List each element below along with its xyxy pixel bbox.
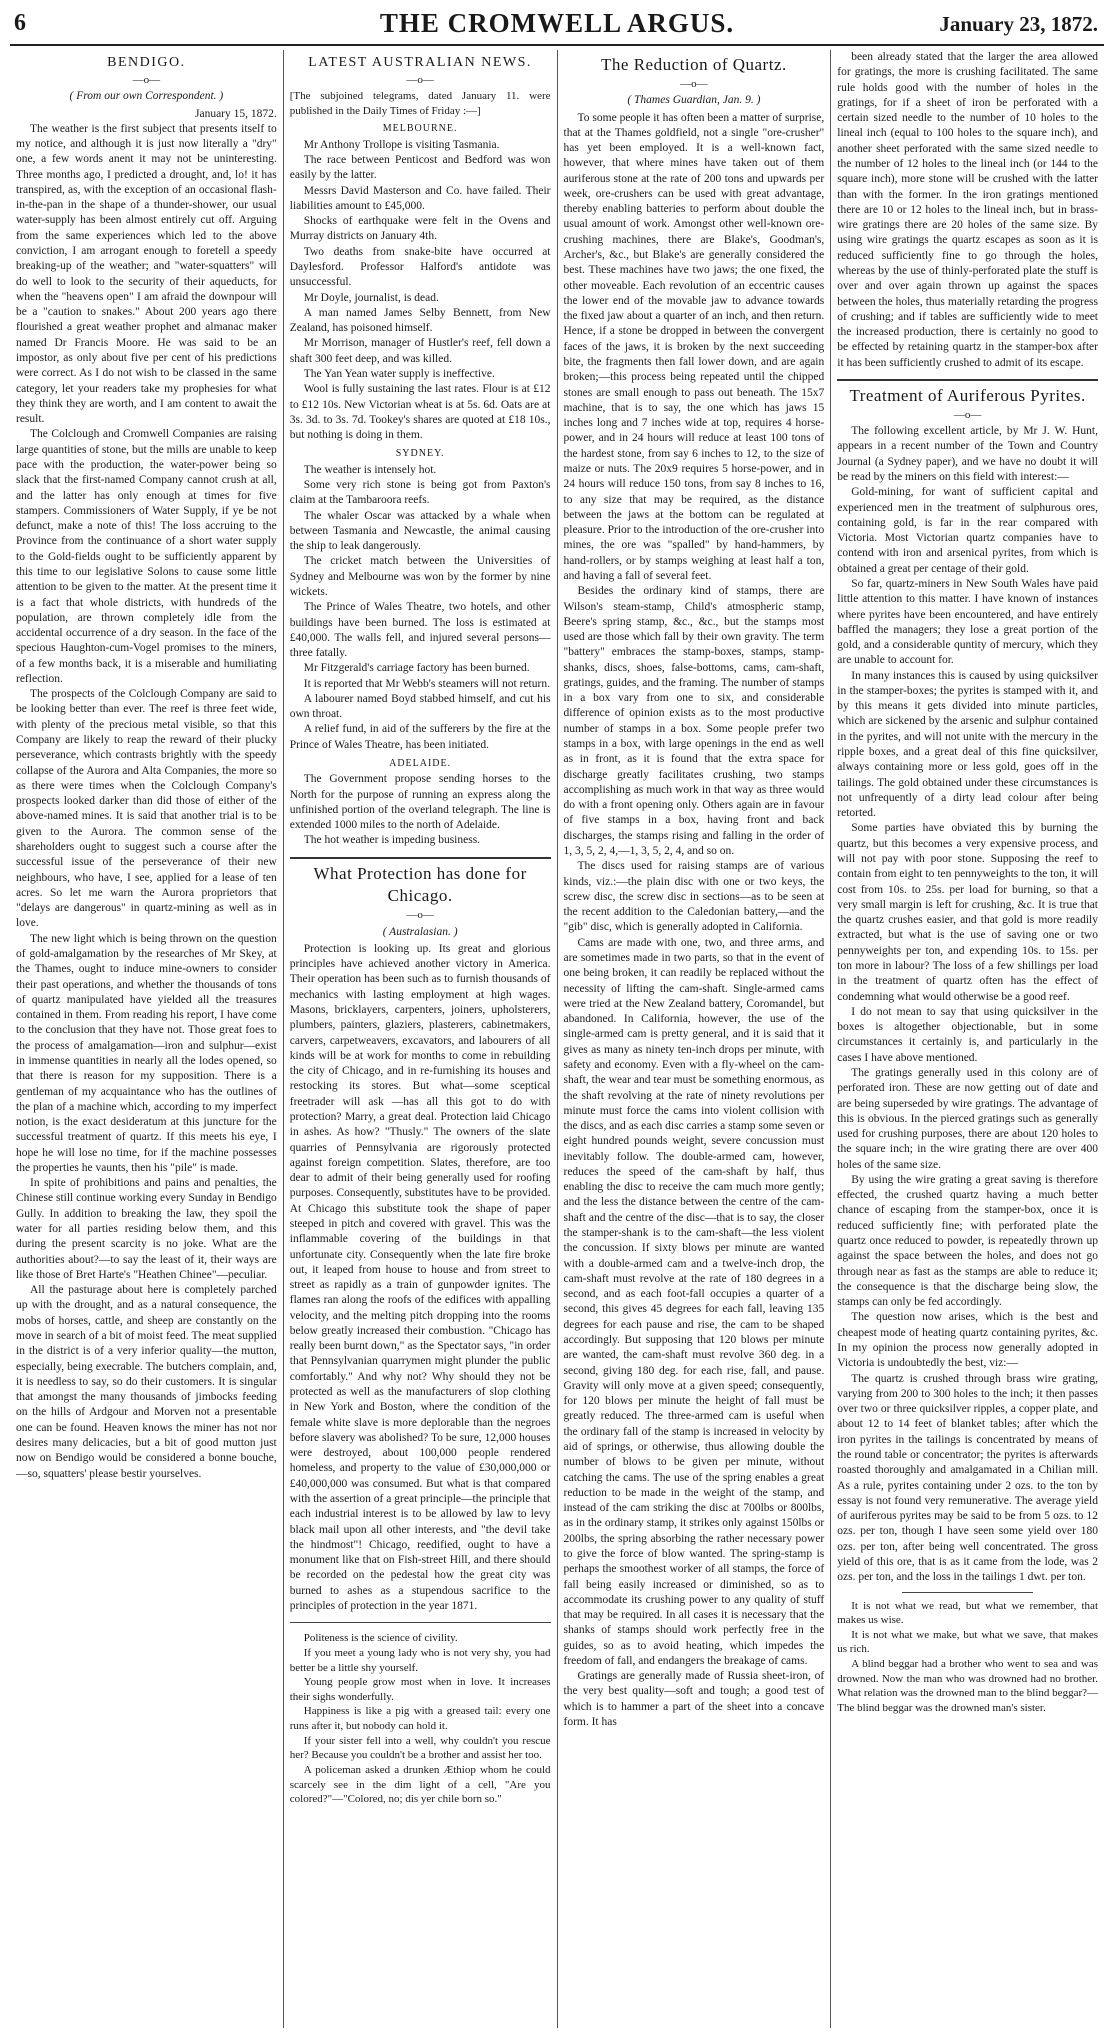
divider [290, 857, 551, 859]
divider [837, 379, 1098, 381]
paragraph: The discs used for raising stamps are of various kinds, viz.:—the plain disc with one or two keys, the screw disc, the screw disc in sections—as to be seen at the recent addition to the Caledonian battery,—and the "gib" disc, which is generally adopted in California. [563, 860, 825, 934]
news-item: Mr Doyle, journalist, is dead. [303, 291, 439, 304]
news-item: The hot weather is impeding business. [303, 834, 481, 847]
news-item: The weather is intensely hot. [303, 463, 437, 476]
separator: —o— [132, 73, 161, 86]
paragraph: Gratings are generally made of Russia sheet-iron, of the very best quality—soft and tough; a good test of which is to hammer a part of the sheet into a concave form. It has [563, 1670, 825, 1729]
paragraph: The Colclough and Cromwell Companies are raising large quantities of stone, but the mills are unable to keep pace with the production, the water-power being so slack that the first-named Company cannot crush at all, and the latter has only enough at times for five stampers. Commissioners of Water Supply, if ye be not defunct, make a note of this! The loss accruing to the Province from the continuance of a short water supply to the Gold-fields ought to be sufficiently apparent by this time to our legislative Solons to cause some little attention to be given to the matter. At the present time it is a fact that whole districts, with hundreds of the population, are thrown completely idle from the accidental occurrence of a dry season. In the face of the specious Haughton-cum-Vogel promises to the miners, of a few months back, it is a miserable and humiliating reflection. [16, 428, 277, 685]
article-body [290, 942, 551, 1614]
paragraph: The weather is the first subject that presents itself to my notice, and although it is just now literally a "dry" one, a few words anent it may not be uninteresting. Three months ago, I predicted a drought, and, lo! it has transpired, as, with the exception of an occasional flash-in-the-pan in the shape of a thunder-shower, our usual water-supply has been almost entirely cut off. Arguing from the same experiences which led to the above conviction, I am arrogant enough to foretell a speedy breaking-up of the weather; and "water-squatters" will do well to look to the security of their aqueducts, for when the "heavens open" I am afraid the downpour will be a "caution to snakes." About 200 years ago there flourished a great weather prophet and almanac maker named Dr Francis Moore. He was said to be an impostor, as only about five per cent of his predictions were correct. As I do not wish to be classed in the same category, let your readers take my prophesies for what they think they are worth, and I am content to await the result. [16, 122, 277, 426]
article-title-news: LATEST AUSTRALIAN NEWS. [308, 55, 532, 70]
news-item: Some very rich stone is being got from Paxton's claim at the Tambaroora reefs. [289, 478, 551, 507]
paragraph: The following excellent article, by Mr J. W. Hunt, appears in a recent number of the Town and Country Journal (a Sydney paper), and we have no doubt it will be read by the miners on this field with interest:— [837, 425, 1098, 483]
page-number: 6 [14, 10, 26, 36]
news-item: Messrs David Masterson and Co. have failed. Their liabilities amount to £45,000. [289, 184, 551, 212]
paragraph: In many instances this is caused by using quicksilver in the stamper-boxes; the pyrites is stamped with it, and by this means it gets divided into minute particles, which are sickened by the arsenic and sulphur contained in the pyrites, and will not unite with the mercury in the ripple boxes, and a great deal of this fine quicksilver, always containing more or less gold, goes off in the tailings. The gold obtained under these circumstances is not unfrequently of a dirty lead colour after being retorted. [837, 669, 1098, 820]
paragraph: The question now arises, which is the best and cheapest mode of heating quartz containing pyrites, &c. In my opinion the process now generally adopted in Victoria is undoubtedly the best, viz:— [837, 1311, 1098, 1370]
news-item: The Yan Yean water supply is ineffective. [303, 368, 495, 380]
news-item: It is reported that Mr Webb's steamers will not return. [303, 677, 550, 690]
separator: —o— [680, 77, 708, 90]
paragraph: been already stated that the larger the area allowed for gratings, the more is crushing facilitated. The same rule holds good with the number of holes in the gratings, for if a sheet of iron be perforated with a certain sized needle to the number of 10 holes to the lineal inch (equal to 100 holes to the square inch), and another sheet perforated with the same sized needle to the number of 12 holes to the lineal inch (or 144 to the square inch), more stone will be crushed with the latter than with the former. In the iron gratings mentioned there are 10 or 12 holes to the lineal inch, but in brass-wire gratings there are 20 holes of the same size. By using wire gratings the quartz escapes as soon as it is reduced sufficiently fine to go through the holes, whereas by the use of thinly-perforated plate the stuff is over and over again thrown up against the spaces between the holes, thus materially retarding the progress of crushing; and if tables are sufficiently wide to meet the increased production, there is certainly no good to be effected by retaining quartz in the stamper-box after it has been sufficiently crushed to admit of its escape. [837, 51, 1098, 369]
section-heading: SYDNEY. [395, 448, 445, 460]
paragraph: Some parties have obviated this by burning the quartz, but this becomes a very expensive process, and will not pay with poor stone. Supposing the reef to contain from eight to ten pennyweights to the ton, it will cost from 10s. to 25s. per load for burning, so that a very small margin is left for crushing, &c. It is true that the quartz crushes easier, and that gold is more readily extracted, but what is the use of saving one or two pennyweights per ton, and expending 10s. to 15s. per ton more in labour? The loss of a few shillings per load in the treatment of quartz often has the effect of condemning what would otherwise be a good reef. [837, 822, 1098, 1003]
paragraph: A policeman asked a drunken Æthiop whom he could scarcely see in the dim light of a cell, "Are you colored?"—"Colored, no; dis yer chile born so." [289, 1763, 551, 1806]
article-continuation [837, 50, 1098, 371]
separator: —o— [953, 408, 982, 421]
section-heading: MELBOURNE. [382, 123, 458, 135]
news-sections [290, 122, 551, 848]
news-item: Shocks of earthquake were felt in the Ovens and Murray districts on January 4th. [289, 215, 551, 243]
news-item: The Government propose sending horses to the North for the purpose of running an express along the unfinished portion of the overland telegraph. The line is extended 1000 miles to the north of Adelaide. [289, 773, 551, 832]
issue-date: January 23, 1872. [939, 12, 1098, 36]
dateline: January 15, 1872. [194, 107, 277, 120]
divider [290, 1622, 551, 1623]
paragraph: I do not mean to say that using quicksilver in the boxes is altogether objectionable, but in some circumstances it certainly is, and particularly in the cases I have above mentioned. [837, 1005, 1098, 1064]
paragraph: The prospects of the Colclough Company are said to be looking better than ever. The reef is three feet wide, with plenty of the precious metal visible, so that this Company are likely to reap the reward of their plucky perseverance, which contrasts brightly with the speedy collapse of the Aurora and Alta Companies, the more so as there were times when the Colclough Company's prospects looked darker than did those of either of the above-named mines. It is said that another trial is to be given to the Aurora. The common sense of the shareholders ought to suggest such a course after the successful issue of the perseverance of their new neighbours, who have, I see, applied for a lease of ten acres. So let me warn the Aurora proprietors that "delays are dangerous" in quartz-mining as well as in love. [16, 688, 277, 930]
news-item: A man named James Selby Bennett, from New Zealand, has poisoned himself. [289, 306, 551, 335]
news-item: A relief fund, in aid of the sufferers by the fire at the Prince of Wales Theatre, has been initiated. [289, 723, 551, 751]
article-body [16, 122, 277, 1482]
paragraph: So far, quartz-miners in New South Wales have paid little attention to this matter. I have known of instances where pyrites have been encountered, and have entirely baffled the managers; they lose a great portion of the gold, and a considerable quntity of mercury, which they are unable to account for. [837, 577, 1098, 667]
fillers [837, 1599, 1098, 1716]
masthead [10, 0, 1104, 46]
paragraph: To some people it has often been a matter of surprise, that at the Thames goldfield, not a single "ore-crusher" has yet been employed. It is a well-known fact, however, that where mines have taken out of them auriferous stone at the rate of 200 tons and upwards per week, ore-crushers can be used with great advantage, thereby enabling batteries to perform about double the usual amount of work. Amongst other well-known ore-crushing machines, there are Blake's, Goodman's, Archer's, &c., but Blake's are generally considered the best. These machines have two jaws; the one fixed, the other moveable. Each revolution of an eccentric causes the lower end of the movable jaw to advance towards the fixed jaw about a quarter of an inch, and then return. Hence, if a stone be dropped in between the convergent faces of the jaws, it is broken by the next succeeding bite, the fragments then fall lower down, and are again broken;—this process being repeated until the chipped stones are small enough to pass out beneath. The 15x7 machine, that is to say, the one which has jaws 15 inches long and 7 inches wide at top, requires 4 horse-power, and in 24 hours will reduce at least 100 tons of the hardest stone, from say 6 inches to 12, to the size of maize or nuts. The 20x9 requires 5 horse-power, and in 24 hours will reduce 150 tons, from say 8 inches to 16, to any size that may be required, as the distance between the jaws at the bottom can be regulated at pleasure. Prior to the introduction of the ore-crusher into mines, the ore was "spalled" by hand-hammers, by hand-rollers, or by stamps weighing at least half a ton, and having a fall of several feet. [563, 111, 825, 582]
paragraph: If you meet a young lady who is not very shy, you had better be a little shy yourself. [289, 1646, 551, 1674]
article-title-bendigo: BENDIGO. [107, 55, 186, 70]
paragraph: The gratings generally used in this colony are of perforated iron. These are now getting out of date and are being superseded by wire gratings. The advantage of this is obvious. In the pierced gratings such as generally used for crushing purposes, there are about 120 holes to the square inch; in the wire grating there are over 400 holes of the same size. [837, 1066, 1098, 1171]
paragraph: Cams are made with one, two, and three arms, and are sometimes made in two parts, so that in the event of one being broken, it can readily be replaced without the necessity of lifting the cam-shaft. Single-armed cams were tried at the New Zealand battery, Coromandel, but abandoned. In California, however, the use of the single-armed cam is pretty general, and it is said that it gives as many as ninety ten-inch drops per minute, with safety and economy. Even with a fly-wheel on the cam-shaft, the wear and tear must be something enormous, as the shaft revolving at the rate of ninety revolutions per minute must force the cams into violent collision with the discs, and as each disc carries a stamp some seven or eight hundred pounds weight, severe concussion must inevitably follow. The double-armed cam, however, reduces the speed of the cam-shaft by half, thus enabling the disc to receive the cam much more gently; and the less the distance between the centre of the cam-shaft and the centre of the disc—that is to say, the closer the stamper-shank is to the cam-shaft—the less violent the concussion. If sixty blows per minute are wanted with a double-armed cam and a twelve-inch drop, the cam-shaft must revolve at the rate of 180 degrees in a second, and as each foot-fall occupies a quarter of a second, this gives 45 degrees for each fall, leaving 135 degrees for each pause and rise, the cam to be shaped accordingly. But supposing that 120 blows per minute are wanted, the cam-shaft must revolve 360 deg. in a second, giving 180 deg. for each rise, fall, and pause. Gravity will only move at a given speed; consequently, for 120 blows per minute the height of fall must be greatly reduced. The three-armed cam is useful when the ordinary fall of the stamp is increased in velocity by aid of springs, or otherwise, thus allowing double the number of blows to be given per minute, without catching the cams. The use of the spring enables a great reduction to be made in the weight of the stamp, and instead of the cam striking the disc at 700lbs or 800lbs, as in the ordinary stamp, it strikes only against 150lbs or 200lbs, the spring absorbing the rather necessary power to give the force of blow wanted. The spring-stamp is perhaps the smoothest worker of all stamps, the force of fall being easily increased or diminished, so as to accommodate its crushing power to any quality of stuff that may be required. In all cases it is necessary that the shanks of stamps should work perfectly free in the guides, so as to avoid heating, which impedes the freedom of fall, and endangers the breakage of cams. [563, 936, 825, 1667]
paragraph: It is not what we make, but what we save, that makes us rich. [837, 1628, 1098, 1656]
byline: ( Australasian. ) [382, 925, 458, 938]
column-1 [10, 50, 283, 2028]
paragraph: In spite of prohibitions and pains and penalties, the Chinese still continue working every Sunday in Bendigo Gully. In addition to breaking the law, they spoil the water for all parties residing below them, and this during the present scarcity is no joke. What are the authorities about?—to say the least of it, their ways are like those of Bret Harte's "Heathen Chinee"—peculiar. [16, 1177, 277, 1281]
paragraph: A blind beggar had a brother who went to sea and was drowned. Now the man who was drowned had no brother. What relation was the drowned man to the blind beggar?—The blind beggar was the drowned man's sister. [837, 1658, 1098, 1714]
newspaper-title: THE CROMWELL ARGUS. [379, 8, 735, 38]
paragraph: If your sister fell into a well, why couldn't you rescue her? Because you couldn't be a brother and assist her too. [289, 1734, 551, 1762]
byline: ( From our own Correspondent. ) [69, 90, 224, 103]
news-item: Mr Fitzgerald's carriage factory has been burned. [303, 662, 530, 675]
news-item: The cricket match between the Universities of Sydney and Melbourne was won by the former by nine wickets. [289, 555, 551, 598]
paragraph: All the pasturage about here is completely parched up with the drought, and as a natural consequence, the mobs of horses, cattle, and sheep are constantly on the move in search of a bit of moist feed. The meat supplied in the district is of a very inferior quality—the mutton, especially, being execrable. The butchers complain, and, it is needless to say, so do their customers. It is singular that amongst the many thousands of jimbocks feeding on the hills of Ardgour and Morven not a presentable one can be found. Heaven knows the miner has not nor desires many delicacies, but a bit of good mutton just now on Bendigo would be considered a bonne bouche,—so, squatters' please bestir yourselves. [16, 1284, 277, 1480]
news-item: A labourer named Boyd stabbed himself, and cut his own throat. [289, 692, 551, 721]
column-4 [830, 50, 1104, 2028]
paragraph: It is not what we read, but what we remember, that makes us wise. [837, 1599, 1098, 1627]
news-intro: [The subjoined telegrams, dated January 11. were published in the Daily Times of Friday :—] [289, 90, 551, 117]
separator: —o— [406, 908, 434, 921]
news-item: The Prince of Wales Theatre, two hotels, and other buildings have been burned. The loss is estimated at £40,000. The walls fell, and injured several persons—three fatally. [289, 601, 551, 660]
paragraph: The new light which is being thrown on the question of gold-amalgamation by the researches of Mr Skey, at the Thames, ought to induce mine-owners to consider their past operations, and whether the thousands of tons of quartz manipulated have yielded all the treasures contained in them. From reading his report, I have come to the conclusion that they have not. Those great foes to the process of amalgamation—iron and sulphur—exist in immense quantities in nearly all the lodes opened, so that there is reason for my supposition. There is a gentleman of my acquaintance who has the outlines of the plan of a machine which, according to my imperfect notion, is the exact desideratum at this juncture for the successful treatment of quartz. If this meets his eye, I hope he will lose no time, for if the machine possesses the properties he vaunts, then his "pile" is made. [16, 932, 277, 1174]
paragraph: Happiness is like a pig with a greased tail: every one runs after it, but nobody can hold it. [289, 1705, 551, 1732]
column-2 [283, 50, 557, 2028]
news-item: The whaler Oscar was attacked by a whale when between Tasmania and Newcastle, the animal causing the ship to leak dangerously. [289, 509, 551, 553]
paragraph: Young people grow most when in love. It increases their sighs wonderfully. [289, 1676, 551, 1703]
byline: ( Thames Guardian, Jan. 9. ) [627, 94, 761, 107]
news-item: Wool is fully sustaining the last rates. Flour is at £12 to £12 10s. New Victorian wheat is at 5s. 6d. Oats are at 3s. 3d. to 3s. 7d. Tookey's shares are quoted at £18 10s., but nothing is doing in them. [289, 383, 551, 442]
section-heading: ADELAIDE. [389, 758, 452, 770]
column-3 [557, 50, 831, 2028]
article-title-quartz: The Reduction of Quartz. [601, 55, 787, 74]
paragraph: By using the wire grating a great saving is therefore effected, the crushed quartz having a much better chance of escaping from the stamper-box, once it is reduced sufficiently fine; with perforated plate the quartz once reduced to powder, is repeatedly thrown up against the space between the holes, and does not go through near as fast as the stamps are able to reduce it; the consequence is that the discharge being slow, the stamps can only be fed accordingly. [837, 1173, 1098, 1309]
paragraph: Gold-mining, for want of sufficient capital and experienced men in the treatment of sulphurous ores, containing gold, is far in the rear compared with Victoria. Most Victorian quartz companies have to contend with iron and arsenical pyrites, from which is obtained a great per centage of their gold. [837, 486, 1098, 575]
paragraph: Besides the ordinary kind of stamps, there are Wilson's steam-stamp, Child's atmospheric stamp, Beere's spring stamp, &c., &c., but the stamps most used are those which fall by their own gravity. The term "battery" embraces the stamp-boxes, stamps, stamp-shanks, discs, shoes, false-bottoms, cams, cam-shaft, gratings, guides, and the framing. The number of stamps in a box vary from one to six, and considerable difference of opinion exists as to the most productive number of stamps in a box. Some people prefer two stamps in a box, with large openings in the end as well as in front, as it is found that the extra space for discharge greatly facilitates crushing, two stamps accomplishing as much work in that way as three would do with a front opening only. Others again are in favour of five stamps in a box, having front and back discharges, the stamps rising and falling in the order of 1, 3, 5, 2, 4,—1, 3, 5, 2, 4, and so on. [563, 585, 825, 858]
article-title-protection: What Protection has done for Chicago. [313, 863, 527, 906]
article-body [837, 424, 1098, 1585]
paragraph: Politeness is the science of civility. [303, 1632, 458, 1645]
news-item: The race between Penticost and Bedford was won easily by the latter. [289, 154, 551, 182]
article-title-pyrites: Treatment of Auriferous Pyrites. [849, 385, 1086, 405]
paragraph: The quartz is crushed through brass wire grating, varying from 200 to 300 holes to the inch; it then passes over two or three quicksilver ripples, a copper plate, and about 12 to 14 feet of blanket tables; after which the iron pyrites in the tailings is concentrated by means of the round table or concentrator; the pyrites is afterwards roasted thoroughly and amalgamated in a Chilian mill. As a rule, pyrites containing under 2 ozs. to the ton by essay is not found very remunerative. The average yield of auriferous pyrites may be said to be from 5 ozs. to 12 ozs. per ton, though I have seen some yield over 180 ozs. per ton, after being well concentrated. The gross yield of this ore, that is as it came from the lode, was 2 ozs. per ton, and the loss in the tailings 1 dwt. per ton. [837, 1372, 1098, 1584]
divider [902, 1592, 1032, 1593]
paragraph: Protection is looking up. Its great and glorious principles have achieved another victory in America. Their operation has been such as to furnish thousands of mechanics with lasting employment at high wages. Masons, bricklayers, carpenters, joiners, upholsterers, plumbers, painters, glaziers, plasterers, cabinetmakers, carvers, carpetweavers, excavators, and labourers of all kinds will be at work for months to come in rebuilding the city of Chicago, and in re-furnishing its houses and restocking its stores. But what—some sceptical freetrader will ask —has all this got to do with protection? Marry, a great deal. Protection laid Chicago in ashes. As how? "Thusly." The owners of the slate quarries of Pennsylvania are rigorously protected against foreign competition. Slates, therefore, are too dear to admit of their being generally used for roofing purposes. Consequently, substitutes have to be provided. At Chicago this substitute took the shape of paper steeped in pitch and covered with gravel. This was the inflammable covering of the buildings in that unfortunate city. Consequently when the late fire broke out, it leaped from house to house and from street to street as rapidly as a train of gunpowder ignites. The flames ran along the roofs of the edifices with appalling velocity, and the melting pitch dropping into the rooms below greatly increased their combustion. "Chicago has really been burnt down," as the Spectator says, "in order that Pennsylvanian quarrymen might plunder the public comfortably." And why not? Why should they not be protected as well as the manufacturers of slop clothing in New York and Boston, where the condition of the female white slave is more deplorable than the negroes before slavery was abolished? To be sure, 12,000 houses were destroyed, about 100,000 people rendered homeless, and property to the value of £30,000,000 or £40,000,000 was consumed. But what is that compared with the assertion of a great principle—the principle that each industrial interest is to be allowed by law to levy black mail upon all other interests, and "the devil take the hindmost"! Chicago, reedified, ought to have a monument like that on Fish-street Hill, and there should be recorded on the pedestal how the great city was burned to ashes as a stupendous sacrifice to the principles of protection in the year 1871. [289, 942, 551, 1612]
news-item: Mr Morrison, manager of Hustler's reef, fell down a shaft 300 feet deep, and was killed. [289, 337, 551, 365]
separator: —o— [406, 73, 434, 86]
fillers [290, 1631, 551, 1807]
news-item: Mr Anthony Trollope is visiting Tasmania. [303, 138, 500, 151]
news-item: Two deaths from snake-bite have occurred at Daylesford. Professor Halford's antidote was unsuccessful. [289, 245, 551, 289]
article-body [564, 111, 825, 1731]
